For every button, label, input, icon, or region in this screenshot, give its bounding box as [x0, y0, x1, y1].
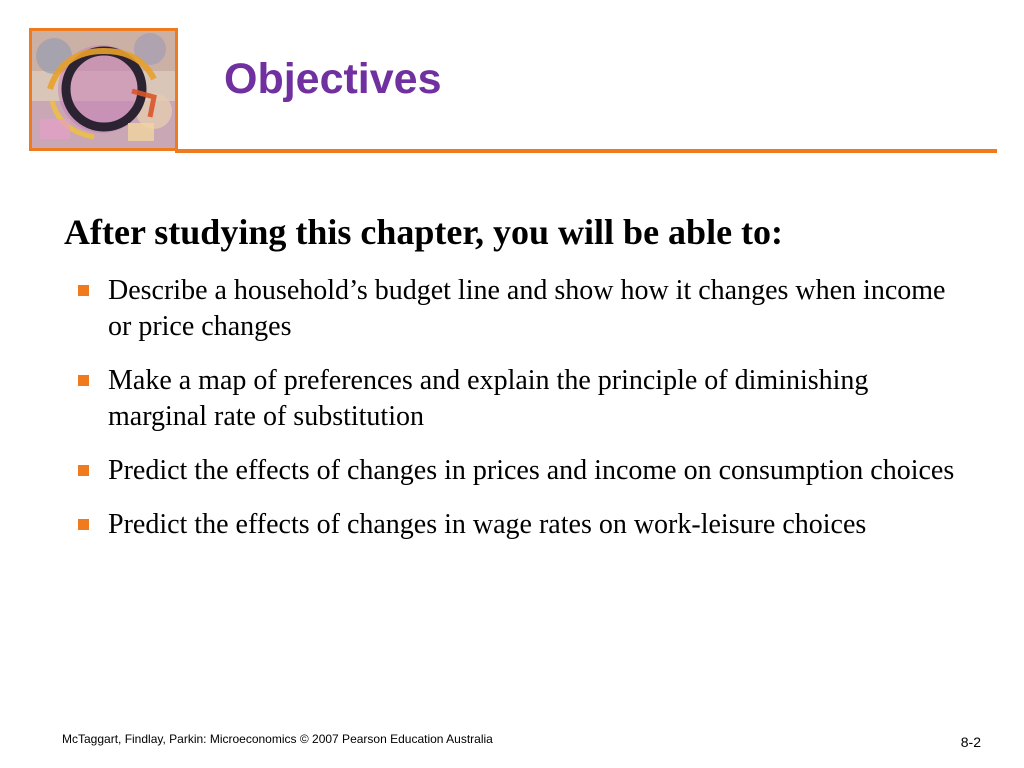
list-item	[78, 453, 958, 489]
square-bullet-icon	[78, 375, 89, 386]
footer-credit: McTaggart, Findlay, Parkin: Microeconomics © 2007 Pearson Education Australia	[62, 732, 493, 746]
list-item-text: Predict the effects of changes in prices and income on consumption choices	[108, 455, 955, 486]
list-item-text: Describe a household’s budget line and show how it changes when income or price changes	[108, 275, 946, 342]
slide-number: 8-2	[960, 734, 981, 750]
square-bullet-icon	[78, 285, 89, 296]
slide-title: Objectives	[224, 55, 442, 103]
intro-text: After studying this chapter, you will be able to:	[64, 212, 784, 252]
title-divider	[175, 149, 997, 153]
objectives-list	[78, 273, 958, 561]
list-item-text: Make a map of preferences and explain the principle of diminishing marginal rate of substitution	[108, 365, 869, 432]
square-bullet-icon	[78, 519, 89, 530]
list-item-text: Predict the effects of changes in wage rates on work-leisure choices	[108, 509, 867, 540]
list-item	[78, 273, 958, 345]
list-item	[78, 363, 958, 435]
list-item	[78, 507, 958, 543]
square-bullet-icon	[78, 465, 89, 476]
chapter-artwork-logo	[29, 28, 178, 151]
